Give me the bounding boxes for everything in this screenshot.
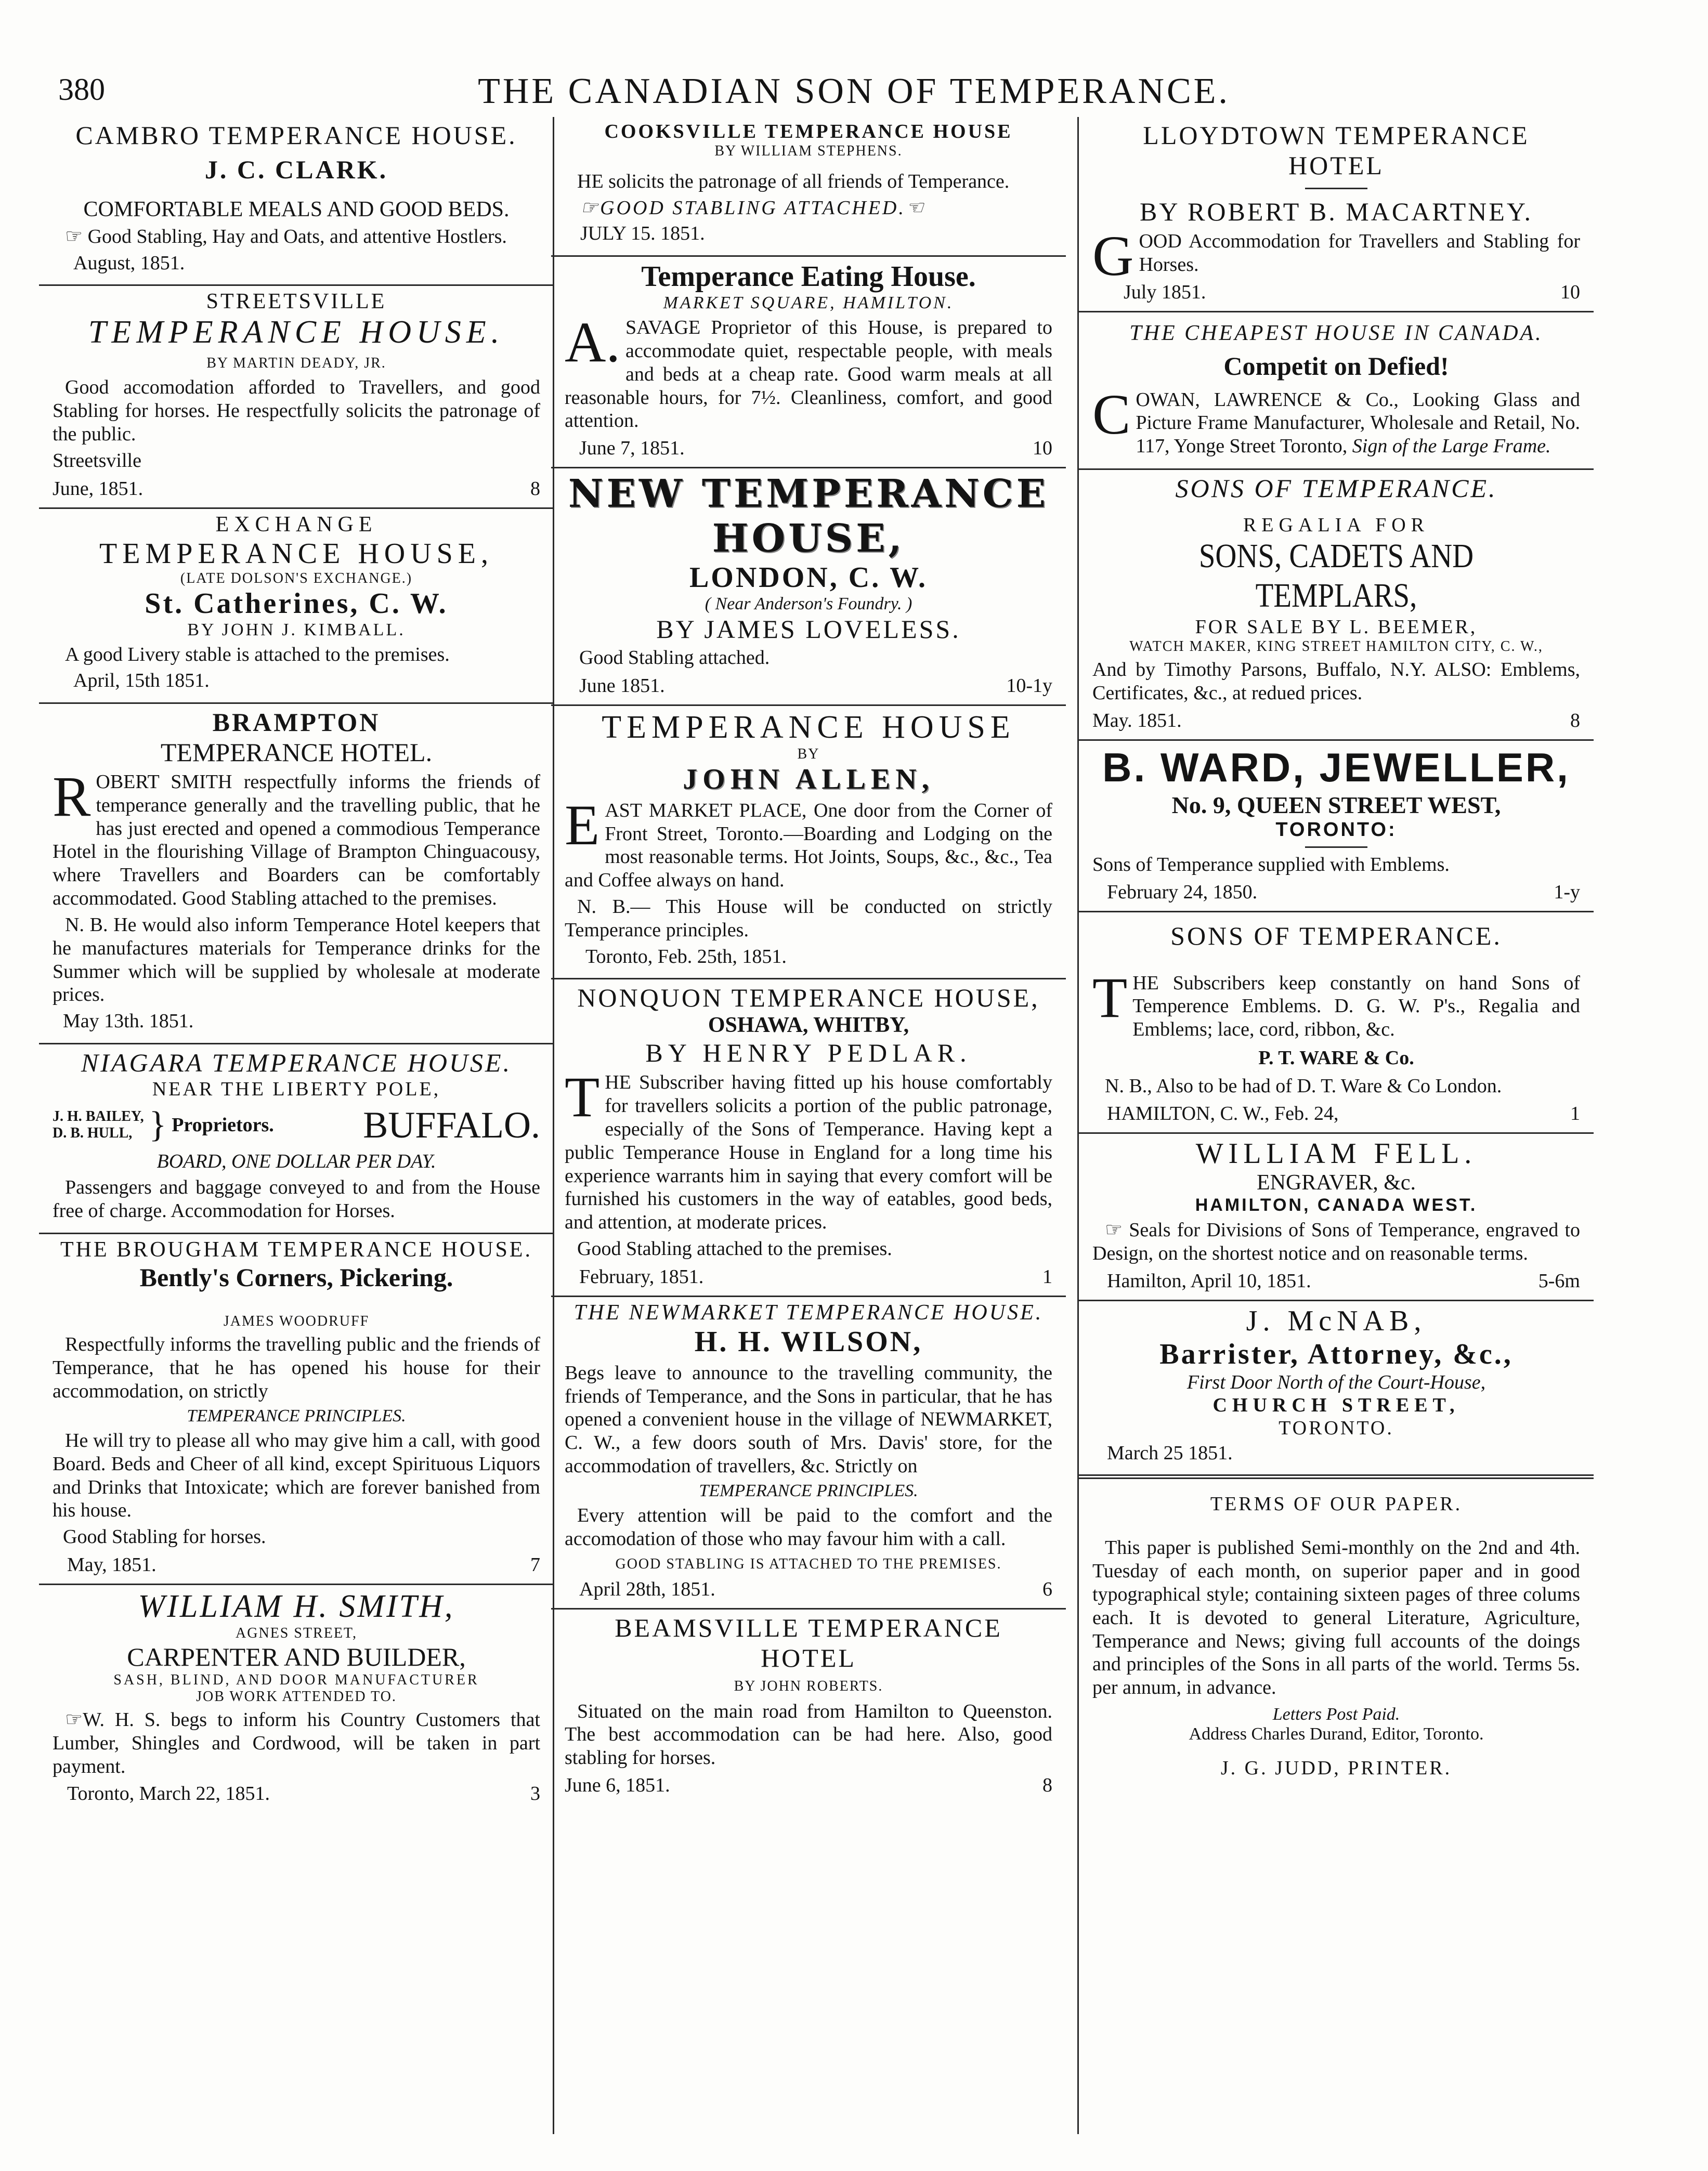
- proprietors-label: Proprietors.: [172, 1114, 274, 1136]
- ad-stabling: Good Stabling attached.: [579, 647, 770, 669]
- ad-line: REGALIA FOR: [1243, 514, 1430, 537]
- drop-cap: G: [1092, 224, 1134, 287]
- ad-place-sign: Streetsville: [53, 449, 141, 472]
- ad-date: May 13th. 1851.: [63, 1010, 194, 1032]
- ad-beamsville: [551, 1610, 1066, 1804]
- ad-note: N. B., Also to be had of D. T. Ware & Co London.: [1105, 1075, 1502, 1097]
- ad-cambro: [39, 117, 554, 286]
- brace-glyph: }: [149, 1105, 167, 1145]
- ad-stabling: GOOD STABLING IS ATTACHED TO THE PREMISES.: [615, 1555, 1002, 1572]
- ad-note: JOB WORK ATTENDED TO.: [196, 1688, 397, 1705]
- ad-body: And by Timothy Parsons, Buffalo, N.Y. ALSO: Emblems, Certificates, &c., at redued prices.: [1092, 659, 1580, 704]
- ad-body: A good Livery stable is attached to the premises.: [65, 643, 450, 665]
- ad-body: HE Subscriber having fitted up his house comfortably for travellers solicits a portion of the public patronage, especially of the Sons of Temperance. Having kept a public Temperance House in England for a long time his experience warrants him in saying that every comfort will be furnished his customers in the way of eatables, good beds, and attention, at moderate prices.: [565, 1071, 1052, 1234]
- ad-dateline: [565, 437, 1052, 460]
- ad-dateline: [1092, 1270, 1580, 1292]
- ad-body: He will try to please all who may give him a call, with good Board. Beds and Cheer of all kind, except Spirituous Liquors and Drinks that Intoxicate; which are forever banished from his house.: [53, 1429, 540, 1522]
- ad-title: TEMPERANCE HOUSE,: [99, 537, 494, 570]
- ad-location: St. Catherines, C. W.: [145, 587, 448, 620]
- ad-nonquon: [551, 979, 1066, 1297]
- ad-title: Temperance Eating House.: [641, 260, 976, 293]
- separator-rule: [1305, 846, 1367, 848]
- drop-cap: T: [1092, 965, 1128, 1029]
- ad-date: June 1851.: [579, 674, 665, 697]
- ad-date: May. 1851.: [1092, 709, 1182, 731]
- ad-body: AST MARKET PLACE, One door from the Corner of Front Street, Toronto.—Boarding and Lodging on the most reasonable terms. Hot Joints, Soups, &c., &c., Tea and Coffee always on hand.: [565, 799, 1052, 892]
- ad-proprietor: H. H. WILSON,: [694, 1325, 923, 1358]
- ad-by: BY: [797, 746, 820, 762]
- ad-number: 8: [530, 477, 540, 500]
- column-1: [39, 117, 554, 1812]
- ad-date: February, 1851.: [579, 1265, 704, 1288]
- ad-body: Good accomodation afforded to Travellers, and good Stabling for horses. He respectfully solicits the patronage of the public.: [53, 376, 540, 446]
- ad-exchange: [39, 509, 554, 704]
- ad-proprietor: BY JOHN J. KIMBALL.: [187, 620, 406, 639]
- ad-title: THE NEWMARKET TEMPERANCE HOUSE.: [573, 1300, 1044, 1325]
- ad-body: HE Subscribers keep constantly on hand Sons of Temperence Emblems. D. G. W. P's., Regalia and Emblems; lace, cord, ribbon, &c.: [1132, 972, 1580, 1041]
- ad-proprietor: JOHN ALLEN,: [683, 763, 934, 795]
- ad-proprietor: JAMES WOODRUFF: [223, 1313, 370, 1330]
- ad-seller: FOR SALE BY L. BEEMER,: [1195, 616, 1478, 638]
- ad-body: [53, 225, 540, 249]
- ad-dateline: [1092, 709, 1580, 732]
- ad-fell: [1079, 1134, 1594, 1301]
- ad-body: Respectfully informs the travelling public and the friends of Temperance, that he has opened his house for their accommodation, on strictly: [53, 1333, 540, 1403]
- ad-note: ( Near Anderson's Foundry. ): [705, 594, 912, 614]
- ad-title: TERMS OF OUR PAPER.: [1210, 1493, 1463, 1515]
- ad-trade: ENGRAVER, &c.: [1256, 1170, 1416, 1195]
- ad-date: June 7, 1851.: [579, 437, 685, 460]
- ad-principles: TEMPERANCE PRINCIPLES.: [187, 1406, 406, 1425]
- ad-note: N. B.— This House will be conducted on strictly Temperance principles.: [565, 896, 1052, 941]
- ad-body: Situated on the main road from Hamilton to Queenston. The best accommodation can be had here. Also, good stabling for horses.: [565, 1700, 1052, 1769]
- page-title: THE CANADIAN SON OF TEMPERANCE.: [478, 71, 1230, 111]
- ad-proprietor: BY ROBERT B. MACARTNEY.: [1139, 197, 1533, 226]
- ad-cowan: [1079, 312, 1594, 470]
- ad-date: May, 1851.: [67, 1553, 157, 1576]
- ad-street: CHURCH STREET,: [1212, 1394, 1460, 1416]
- ad-sign: Sign of the Large Frame.: [1352, 435, 1551, 457]
- ad-dateline: [53, 477, 540, 500]
- ad-new-temperance-house: [551, 468, 1066, 706]
- ad-proprietor: J. C. CLARK.: [204, 155, 388, 184]
- ad-ware: [1079, 912, 1594, 1134]
- ad-newmarket: [551, 1297, 1066, 1610]
- ad-title: THE CHEAPEST HOUSE IN CANADA.: [1129, 321, 1543, 345]
- ad-number: 1: [1570, 1102, 1580, 1124]
- ad-note: (LATE DOLSON'S EXCHANGE.): [180, 570, 413, 586]
- ad-stabling: ☞GOOD STABLING ATTACHED.☜: [580, 197, 925, 219]
- ad-title: BRAMPTON: [212, 707, 381, 737]
- ad-body-text: Good Stabling, Hay and Oats, and attentive Hostlers.: [87, 226, 507, 247]
- ad-date: Toronto, Feb. 25th, 1851.: [585, 945, 787, 967]
- ad-date: March 25 1851.: [1107, 1442, 1233, 1464]
- ad-date: August, 1851.: [73, 252, 185, 274]
- ad-title: SONS OF TEMPERANCE.: [1175, 474, 1497, 503]
- ad-number: 1: [1042, 1265, 1052, 1288]
- ad-lloydtown: [1079, 117, 1594, 312]
- ad-date: Hamilton, April 10, 1851.: [1107, 1270, 1311, 1292]
- ad-number: 8: [1570, 709, 1580, 731]
- ad-title: TEMPERANCE HOUSE: [602, 709, 1015, 745]
- ad-proprietors-row: [53, 1104, 540, 1147]
- ad-niagara: [39, 1044, 554, 1235]
- ad-body: SAVAGE Proprietor of this House, is prepared to accommodate quiet, respectable people, with meals and beds at a cheap rate. Good warm meals at all reasonable hours, for 7½. Cleanliness, comfort, and good attention.: [565, 317, 1052, 432]
- ad-proprietor: BY HENRY PEDLAR.: [645, 1038, 972, 1068]
- ad-location: OSHAWA, WHITBY,: [708, 1013, 909, 1038]
- ad-body: This paper is published Semi-monthly on the 2nd and 4th. Tuesday of each month, on superior paper and in good typographical style; containing sixteen pages of three colums each. It is devoted to general Literature, Agriculture, Temperance and News; giving full accounts of the doings and principles of the Sons in all parts of the world. Terms 5s. per annum, in advance.: [1092, 1537, 1580, 1699]
- ad-location: LONDON, C. W.: [689, 561, 928, 594]
- ad-stabling: Good Stabling for horses.: [63, 1526, 266, 1548]
- ad-date: April, 15th 1851.: [73, 670, 210, 692]
- ad-city: TORONTO.: [1279, 1417, 1394, 1439]
- drop-cap: C: [1092, 382, 1131, 446]
- ad-title: LLOYDTOWN TEMPERANCE HOTEL: [1143, 121, 1530, 180]
- ad-number: 10: [1560, 281, 1580, 303]
- ad-city: TORONTO:: [1275, 818, 1397, 841]
- ad-body: Sons of Temperance supplied with Emblems.: [1092, 853, 1450, 875]
- ad-body: Begs leave to announce to the travelling community, the friends of Temperance, and the Sons in particular, that he has opened a convenient house in the village of NEWMARKET, C. W., a few doors south of Mrs. Davis' store, for the accommodation of travellers, &c. Strictly on: [565, 1362, 1052, 1477]
- ad-line: EXCHANGE: [215, 512, 377, 537]
- column-2: [551, 117, 1066, 1804]
- ad-trade: CARPENTER AND BUILDER,: [127, 1642, 466, 1671]
- ad-tagline: COMFORTABLE MEALS AND GOOD BEDS.: [83, 198, 510, 221]
- ad-date: February 24, 1850.: [1107, 881, 1258, 903]
- ad-note: N. B. He would also inform Temperance Hotel keepers that he manufactures materials for Temperance drinks for the Summer which will be supplied by wholesale at moderate prices.: [53, 913, 540, 1006]
- ad-address: No. 9, QUEEN STREET WEST,: [1171, 791, 1501, 818]
- ad-title: NEW TEMPERANCE HOUSE,: [568, 472, 1049, 561]
- ad-location: MARKET SQUARE, HAMILTON.: [663, 293, 954, 313]
- drop-cap: A.: [565, 310, 620, 374]
- ad-title: THE BROUGHAM TEMPERANCE HOUSE.: [60, 1238, 532, 1262]
- ad-number: 10: [1033, 437, 1052, 460]
- proprietor-name: D. B. HULL,: [53, 1125, 133, 1142]
- ad-title: WILLIAM FELL.: [1195, 1137, 1477, 1170]
- ad-body: Seals for Divisions of Sons of Temperance, engraved to Design, on the shortest notice and on reasonable terms.: [1092, 1219, 1581, 1264]
- ad-brampton: [39, 704, 554, 1044]
- ad-mcnab: [1079, 1301, 1594, 1480]
- pointing-hand-icon: ☞: [65, 1708, 83, 1731]
- column-3: [1079, 117, 1594, 1787]
- ad-title: TEMPERANCE HOUSE.: [88, 315, 505, 350]
- ad-title: J. McNAB,: [1246, 1304, 1427, 1337]
- ad-number: 1-y: [1554, 881, 1580, 903]
- ad-title: B. WARD, JEWELLER,: [1102, 744, 1570, 790]
- ad-body: OWAN, LAWRENCE & Co., Looking Glass and Picture Frame Manufacturer, Wholesale and Retail, No. 117, Yonge Street Toronto,: [1136, 388, 1580, 457]
- drop-cap: R: [53, 764, 91, 828]
- ad-trade-detail: SASH, BLIND, AND DOOR MANUFACTURER: [113, 1671, 479, 1688]
- drop-cap: E: [565, 793, 600, 857]
- ad-address: Address Charles Durand, Editor, Toronto.: [1189, 1724, 1484, 1744]
- drop-cap: T: [565, 1065, 600, 1129]
- ad-address: AGNES STREET,: [236, 1625, 357, 1641]
- ad-dateline: [565, 1774, 1052, 1797]
- ad-number: 5-6m: [1538, 1270, 1580, 1292]
- ad-title: WILLIAM H. SMITH,: [138, 1588, 455, 1624]
- ad-date: Toronto, March 22, 1851.: [67, 1783, 270, 1805]
- ad-subtitle: TEMPERANCE HOTEL.: [160, 737, 433, 767]
- ad-headline: SONS, CADETS AND TEMPLARS,: [1198, 537, 1474, 615]
- ad-number: 10-1y: [1006, 674, 1052, 697]
- ad-subtitle: NEAR THE LIBERTY POLE,: [152, 1078, 441, 1100]
- ad-title: CAMBRO TEMPERANCE HOUSE.: [75, 121, 517, 150]
- ad-number: 7: [530, 1553, 540, 1576]
- ad-title: NIAGARA TEMPERANCE HOUSE.: [81, 1048, 512, 1077]
- ad-regalia: [1079, 470, 1594, 741]
- ad-allen: [551, 706, 1066, 980]
- page-number: 380: [58, 72, 105, 107]
- ad-number: 3: [530, 1783, 540, 1805]
- ad-title: NONQUON TEMPERANCE HOUSE,: [577, 983, 1040, 1013]
- ad-dateline: [565, 1265, 1052, 1288]
- ad-date: June 6, 1851.: [565, 1774, 670, 1796]
- ad-eating-house: [551, 257, 1066, 468]
- separator-rule: [1305, 188, 1367, 189]
- ad-city: BUFFALO.: [363, 1104, 540, 1146]
- ad-proprietor: BY JOHN ROBERTS.: [734, 1678, 883, 1694]
- ad-title: SONS OF TEMPERANCE.: [1170, 921, 1502, 950]
- ad-principles: TEMPERANCE PRINCIPLES.: [699, 1481, 918, 1500]
- ad-terms: [1079, 1479, 1594, 1787]
- ad-dateline: [565, 674, 1052, 697]
- ad-title: COOKSVILLE TEMPERANCE HOUSE: [604, 121, 1013, 142]
- pointing-hand-icon: ☞: [65, 226, 83, 247]
- ad-dateline: [1092, 881, 1580, 904]
- ad-number: 8: [1042, 1774, 1052, 1796]
- ad-streetsville: [39, 286, 554, 508]
- page-header: [0, 68, 1708, 114]
- ad-body: HE solicits the patronage of all friends of Temperance.: [577, 171, 1010, 192]
- ad-profession: Barrister, Attorney, &c.,: [1159, 1338, 1513, 1370]
- proprietor-name: J. H. BAILEY,: [53, 1108, 144, 1125]
- ad-location: HAMILTON, CANADA WEST.: [1195, 1195, 1478, 1215]
- ad-dateline: [53, 1553, 540, 1576]
- ad-dateline: [53, 1782, 540, 1805]
- ad-signature: P. T. WARE & Co.: [1258, 1047, 1414, 1069]
- ad-date: HAMILTON, C. W., Feb. 24,: [1107, 1102, 1339, 1124]
- ad-proprietor: BY WILLIAM STEPHENS.: [714, 143, 903, 159]
- ad-date: July 1851.: [1124, 281, 1206, 303]
- pointing-hand-icon: ☞: [1105, 1219, 1123, 1241]
- ad-brougham: [39, 1234, 554, 1585]
- ad-body: Every attention will be paid to the comfort and the accomodation of those who may favour him with a call.: [565, 1504, 1052, 1550]
- ad-date: JULY 15. 1851.: [580, 223, 705, 245]
- ad-dateline: [1092, 281, 1580, 304]
- ad-note: Letters Post Paid.: [1272, 1704, 1400, 1724]
- ad-location: Bently's Corners, Pickering.: [139, 1263, 453, 1292]
- ad-place: STREETSVILLE: [206, 290, 387, 314]
- ad-dateline: [565, 1578, 1052, 1601]
- ad-title: BEAMSVILLE TEMPERANCE HOTEL: [615, 1613, 1002, 1672]
- ad-proprietor: BY JAMES LOVELESS.: [656, 614, 961, 644]
- ad-body: W. H. S. begs to inform his Country Customers that Lumber, Shingles and Cordwood, will be taken in part payment.: [53, 1708, 540, 1777]
- ad-body: OBERT SMITH respectfully informs the friends of temperance generally and the travelling public, that he has just erected and opened a commodious Temperance Hotel in the flourishing Village of Brampton Chinguacousy, where Travellers and Boarders can be comfortably accommodated. Good Stabling attached to the premises.: [53, 770, 540, 910]
- ad-body: Passengers and baggage conveyed to and from the House free of charge. Accommodation for Horses.: [53, 1176, 540, 1222]
- ad-date: June, 1851.: [53, 477, 144, 500]
- ad-address: First Door North of the Court-House,: [1187, 1371, 1486, 1393]
- ad-rate: BOARD, ONE DOLLAR PER DAY.: [157, 1150, 436, 1172]
- ad-cooksville: [551, 117, 1066, 257]
- ad-proprietor: BY MARTIN DEADY, JR.: [206, 355, 386, 372]
- ad-date: April 28th, 1851.: [579, 1578, 715, 1600]
- proprietors-list: [53, 1108, 144, 1142]
- ad-smith: [39, 1585, 554, 1812]
- ad-dateline: [1092, 1102, 1580, 1125]
- ad-ward: [1079, 741, 1594, 912]
- ad-number: 6: [1042, 1578, 1052, 1600]
- ad-subtitle: Competit on Defied!: [1223, 351, 1449, 381]
- ad-printer: J. G. JUDD, PRINTER.: [1220, 1757, 1452, 1779]
- ad-address: WATCH MAKER, KING STREET HAMILTON CITY, C. W.,: [1129, 638, 1543, 655]
- ad-stabling: Good Stabling attached to the premises.: [577, 1238, 892, 1260]
- ad-body: OOD Accommodation for Travellers and Stabling for Horses.: [1139, 230, 1580, 276]
